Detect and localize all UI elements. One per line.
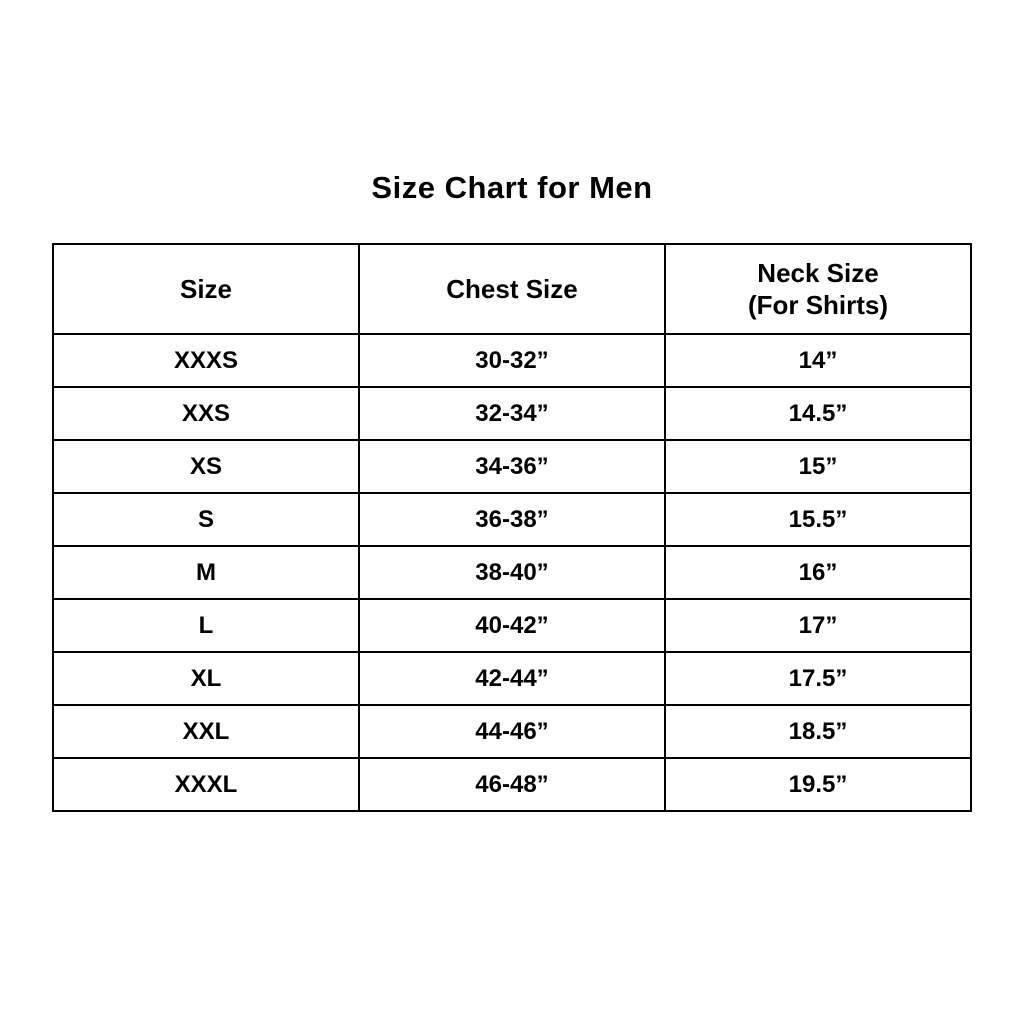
table-row xyxy=(53,705,971,758)
table-cell: 30-32” xyxy=(359,334,665,387)
table-cell: 18.5” xyxy=(665,705,971,758)
table-cell: 15.5” xyxy=(665,493,971,546)
table-cell: 16” xyxy=(665,546,971,599)
table-row xyxy=(53,493,971,546)
table-cell: XXXS xyxy=(53,334,359,387)
table-row xyxy=(53,758,971,811)
table-cell: 36-38” xyxy=(359,493,665,546)
table-cell: 32-34” xyxy=(359,387,665,440)
column-header-label: Chest Size xyxy=(446,273,578,304)
table-cell: 15” xyxy=(665,440,971,493)
header-row xyxy=(53,244,971,334)
table-cell: XL xyxy=(53,652,359,705)
size-table xyxy=(52,243,972,812)
table-cell: 40-42” xyxy=(359,599,665,652)
table-cell: XXL xyxy=(53,705,359,758)
column-header-label: Size xyxy=(179,273,233,304)
table-row xyxy=(53,599,971,652)
column-header xyxy=(53,244,359,334)
table-cell: L xyxy=(53,599,359,652)
table-row xyxy=(53,440,971,493)
table-cell: 38-40” xyxy=(359,546,665,599)
table-cell: 17.5” xyxy=(665,652,971,705)
table-cell: M xyxy=(53,546,359,599)
column-header-sublabel: (For Shirts) xyxy=(747,290,889,320)
size-table-head xyxy=(53,244,971,334)
table-row xyxy=(53,334,971,387)
table-cell: XS xyxy=(53,440,359,493)
table-cell: 34-36” xyxy=(359,440,665,493)
table-cell: XXS xyxy=(53,387,359,440)
table-cell: 44-46” xyxy=(359,705,665,758)
table-cell: 17” xyxy=(665,599,971,652)
size-table-body xyxy=(53,334,971,811)
table-cell: 14” xyxy=(665,334,971,387)
table-row xyxy=(53,546,971,599)
page-title: Size Chart for Men xyxy=(371,170,653,205)
table-cell: 46-48” xyxy=(359,758,665,811)
table-cell: S xyxy=(53,493,359,546)
table-row xyxy=(53,652,971,705)
column-header xyxy=(665,244,971,334)
column-header-label: Neck Size xyxy=(757,257,879,288)
table-cell: 19.5” xyxy=(665,758,971,811)
table-row xyxy=(53,387,971,440)
table-cell: 42-44” xyxy=(359,652,665,705)
table-cell: 14.5” xyxy=(665,387,971,440)
table-cell: XXXL xyxy=(53,758,359,811)
column-header xyxy=(359,244,665,334)
